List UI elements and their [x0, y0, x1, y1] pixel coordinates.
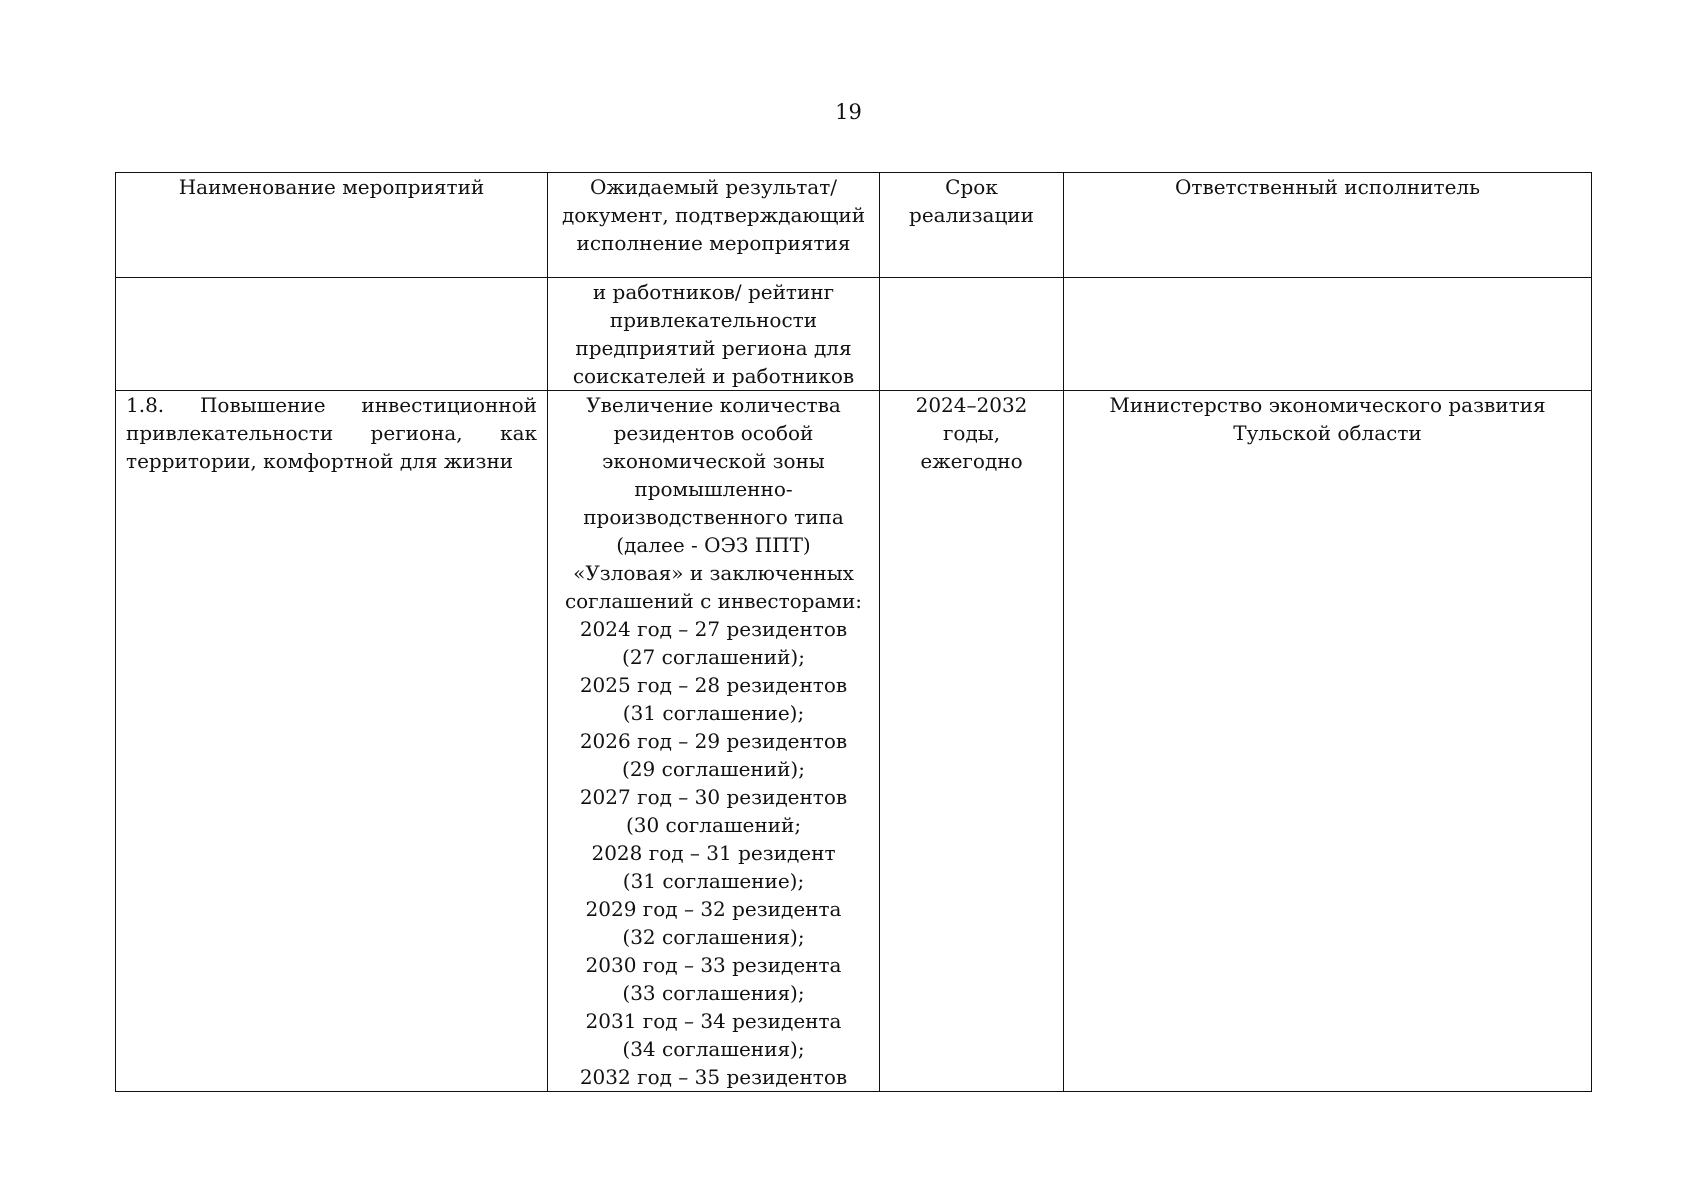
cell-activity-name: 1.8. Повышение инвестиционной привлекательности региона, как территории, комфортной для жизни — [116, 391, 548, 1092]
page-number: 19 — [835, 100, 862, 124]
result-line: 2025 год – 28 резидентов — [579, 673, 848, 697]
header-term — [880, 173, 1064, 278]
result-line: 2027 год – 30 резидентов — [579, 785, 848, 809]
result-line: (30 соглашений; — [625, 813, 802, 837]
result-line: (31 соглашение); — [622, 701, 805, 725]
header-term-line: реализации — [909, 203, 1034, 227]
result-line: 2028 год – 31 резидент — [591, 841, 836, 865]
term-line: годы, — [942, 421, 1001, 445]
result-line: «Узловая» и заключенных — [573, 561, 854, 585]
cell-executor — [1064, 391, 1592, 1092]
cell-expected-result — [548, 391, 880, 1092]
executor-line: Тульской области — [1233, 421, 1422, 445]
table-header-row — [116, 173, 1592, 278]
cell-term — [880, 391, 1064, 1092]
result-line: экономической зоны — [602, 449, 825, 473]
result-line: промышленно- — [634, 477, 793, 501]
term-line: 2024–2032 — [915, 393, 1028, 417]
header-expected-result — [548, 173, 880, 278]
cell-activity-name — [116, 278, 548, 391]
result-line: (32 соглашения); — [622, 925, 805, 949]
result-line: 2026 год – 29 резидентов — [579, 729, 848, 753]
cell-term — [880, 278, 1064, 391]
header-executor: Ответственный исполнитель — [1064, 173, 1592, 278]
activities-table — [115, 172, 1592, 1092]
result-line: 2032 год – 35 резидентов — [579, 1065, 848, 1089]
result-line: (далее - ОЭЗ ППТ) — [616, 533, 811, 557]
result-line: (34 соглашения); — [622, 1037, 805, 1061]
header-term-line: Срок — [945, 175, 998, 199]
executor-line: Министерство экономического развития — [1109, 393, 1546, 417]
result-line: 2030 год – 33 резидента — [585, 953, 842, 977]
result-line: 2024 год – 27 резидентов — [579, 617, 848, 641]
header-result-line: Ожидаемый результат/ — [589, 175, 838, 199]
result-line: (33 соглашения); — [622, 981, 805, 1005]
result-line: Увеличение количества — [586, 393, 841, 417]
header-result-line: исполнение мероприятия — [576, 231, 851, 255]
table-row-continuation — [116, 278, 1592, 391]
cell-expected-result — [548, 278, 880, 391]
result-line: привлекательности — [609, 308, 818, 332]
result-line: соискателей и работников — [572, 364, 855, 388]
header-result-line: документ, подтверждающий — [561, 203, 866, 227]
result-line: и работников/ рейтинг — [592, 280, 835, 304]
result-line: (31 соглашение); — [622, 869, 805, 893]
result-line: (27 соглашений); — [622, 645, 805, 669]
result-line: (29 соглашений); — [622, 757, 805, 781]
header-activity-name: Наименование мероприятий — [116, 173, 548, 278]
result-line: предприятий региона для — [575, 336, 852, 360]
result-line: резидентов особой — [613, 421, 814, 445]
term-line: ежегодно — [920, 449, 1023, 473]
cell-executor — [1064, 278, 1592, 391]
result-line: 2029 год – 32 резидента — [585, 897, 842, 921]
result-line: 2031 год – 34 резидента — [585, 1009, 842, 1033]
result-line: соглашений с инвесторами: — [564, 589, 863, 613]
table-row-1-8 — [116, 391, 1592, 1092]
result-line: производственного типа — [583, 505, 844, 529]
